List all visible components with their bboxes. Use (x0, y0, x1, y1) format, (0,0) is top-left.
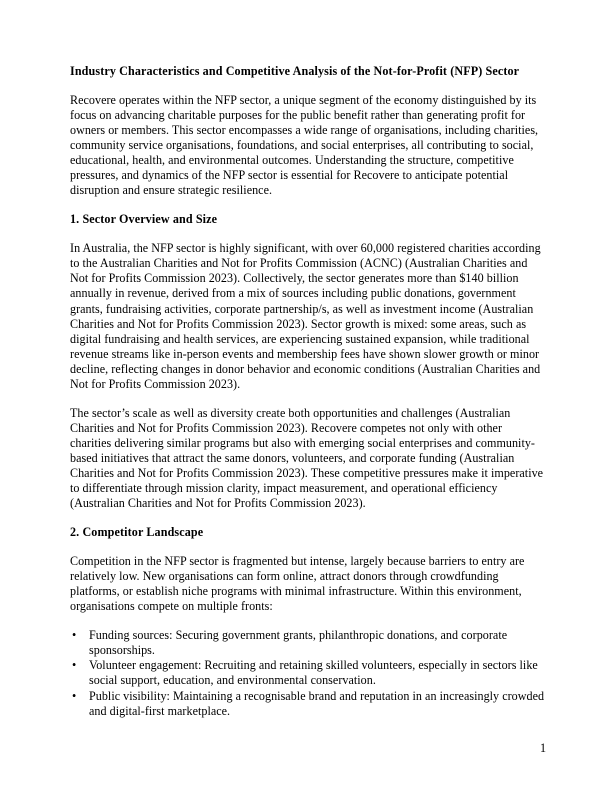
list-item-label: Volunteer engagement: Recruiting and retaining skilled volunteers, especially in sectors like social support, education, and environmental conservation. (89, 658, 538, 688)
list-item (70, 628, 546, 658)
section-heading-competitor-landscape: 2. Competitor Landscape (70, 525, 204, 540)
list-item (70, 658, 546, 688)
list-item-label: Public visibility: Maintaining a recognisable brand and reputation in an increasingly crowded and digital-first marketplace. (89, 688, 545, 718)
document-body (70, 64, 546, 719)
list-item-label: Funding sources: Securing government grants, philanthropic donations, and corporate sponsorships. (89, 628, 508, 658)
section-1-paragraph-2: The sector’s scale as well as diversity create both opportunities and challenges (Australian Charities and Not for Profits Commission 2023). Recovere competes not only with other charities delivering similar programs but also with emerging social enterprises and community-based initiatives that attract the same donors, volunteers, and corporate funding (Australian Charities and Not for Profits Commission 2023). These competitive pressures make it imperative to differentiate through mission clarity, impact measurement, and operational efficiency (Australian Charities and Not for Profits Commission 2023). (70, 405, 544, 511)
list-item (70, 689, 546, 719)
bullet-icon: • (72, 688, 77, 703)
page-number: 1 (539, 741, 546, 755)
section-1-paragraph-1: In Australia, the NFP sector is highly significant, with over 60,000 registered charities according to the Australian Charities and Not for Profits Commission (ACNC) (Australian Charities and Not for Profits Commission 2023). Collectively, the sector generates more than $140 billion annually in revenue, derived from a mix of sources including public donations, government grants, fundraising activities, corporate partnership/s, as well as investment income (Australian Charities and Not for Profits Commission 2023). Sector growth is mixed: some areas, such as digital fundraising and health services, are experiencing sustained expansion, while traditional revenue streams like in-person events and membership fees have shown slower growth or minor decline, reflecting changes in donor behavior and economic conditions (Australian Charities and Not for Profits Commission 2023). (70, 241, 541, 391)
bullet-icon: • (72, 628, 77, 643)
competition-fronts-list (70, 628, 546, 718)
intro-paragraph: Recovere operates within the NFP sector, a unique segment of the economy distinguished by its focus on advancing charitable purposes for the public benefit rather than generating profit for owners or members. This sector encompasses a wide range of organisations, including charities, community service organisations, foundations, and social enterprises, all contributing to social, educational, health, and environmental outcomes. Understanding the structure, competitive pressures, and dynamics of the NFP sector is essential for Recovere to anticipate potential disruption and ensure strategic resilience. (70, 93, 539, 198)
section-2-paragraph-1: Competition in the NFP sector is fragmented but intense, largely because barriers to entry are relatively low. New organisations can form online, attract donors through crowdfunding platforms, or establish niche programs with minimal infrastructure. Within this environment, organisations compete on multiple fronts: (70, 554, 525, 614)
section-heading-sector-overview: 1. Sector Overview and Size (70, 212, 218, 227)
page-title: Industry Characteristics and Competitive Analysis of the Not-for-Profit (NFP) Sector (70, 64, 520, 78)
bullet-icon: • (72, 658, 77, 673)
